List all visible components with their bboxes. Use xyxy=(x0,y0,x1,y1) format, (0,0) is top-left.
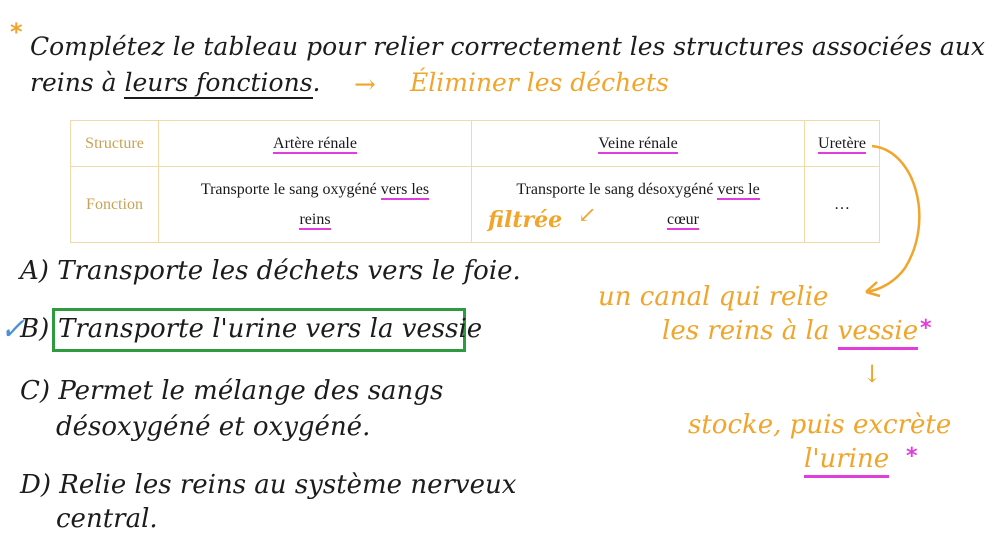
option-a-text: Transporte les déchets vers le foie. xyxy=(57,256,521,286)
arteria-function-text: Transporte le sang oxygéné xyxy=(200,180,381,198)
question-line-1: Complétez le tableau pour relier correctement les structures associées aux xyxy=(30,32,985,61)
cell-vein-label: Veine rénale xyxy=(598,134,678,152)
question-underlined-phrase: leurs fonctions xyxy=(124,68,313,97)
option-d-letter: D) xyxy=(20,470,51,500)
arrow-right-icon: → xyxy=(354,70,376,100)
note-urine: l'urine xyxy=(804,444,889,478)
note-reins-prefix: les reins à la xyxy=(662,316,838,346)
annotation-filtered: filtrée xyxy=(488,206,563,233)
header-function: Fonction xyxy=(71,167,159,243)
option-a-letter: A) xyxy=(20,256,49,286)
annotation-eliminate-waste: Éliminer les déchets xyxy=(410,68,669,97)
cell-ureter-function: … xyxy=(805,167,880,243)
cell-ureter-label: Uretère xyxy=(818,134,866,152)
option-c-text-2: désoxygéné et oxygéné. xyxy=(56,412,371,442)
option-b-letter: B) xyxy=(20,314,50,344)
question-line-2-suffix: . xyxy=(312,68,321,97)
vein-function-underline-1: vers le xyxy=(717,180,760,198)
vein-function-underline-2: cœur xyxy=(667,210,699,228)
question-line-2-prefix: reins à xyxy=(30,68,117,97)
vein-function-text: Transporte le sang désoxygéné xyxy=(516,180,718,198)
note-canal: un canal qui relie xyxy=(598,282,829,312)
star-icon: * xyxy=(10,18,23,46)
option-d-text-2: central. xyxy=(56,504,158,534)
header-structure: Structure xyxy=(71,121,159,167)
pink-star-icon-2: * xyxy=(906,444,918,469)
pink-star-icon: * xyxy=(920,316,932,341)
cell-arteria-label: Artère rénale xyxy=(273,134,357,152)
note-vessie: vessie xyxy=(838,316,918,350)
option-b-text: Transporte l'urine vers la vessie xyxy=(58,314,483,344)
option-c-text-1: Permet le mélange des sangs xyxy=(58,376,444,406)
check-icon: ✓ xyxy=(0,312,26,347)
note-stocke: stocke, puis excrète xyxy=(688,410,952,440)
arrow-down-icon: ↓ xyxy=(862,360,883,388)
option-c-letter: C) xyxy=(20,376,51,406)
arrow-left-icon: ↙ xyxy=(578,202,597,228)
arteria-function-underline-2: reins xyxy=(299,210,331,228)
arteria-function-underline-1: vers les xyxy=(380,180,430,198)
option-d-text-1: Relie les reins au système nerveux xyxy=(59,470,517,500)
